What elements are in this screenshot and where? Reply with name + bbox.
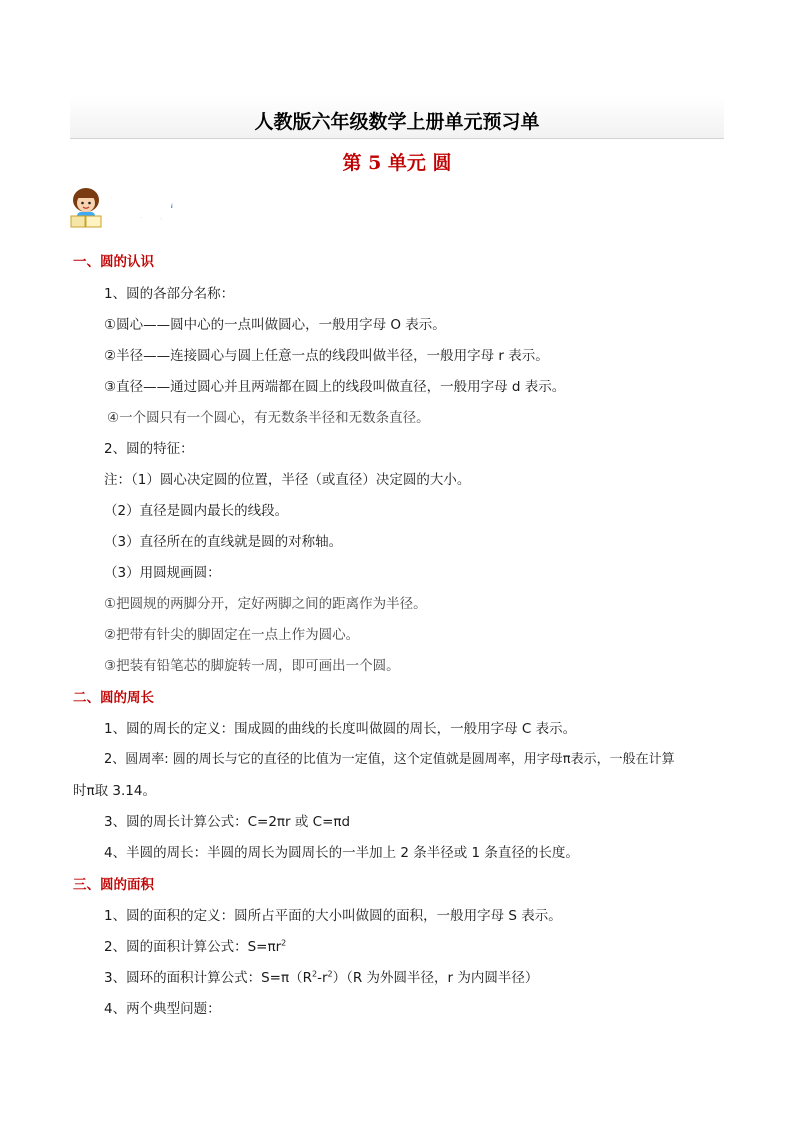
s1-line-7: 注：（1）圆心决定圆的位置，半径（或直径）决定圆的大小。 bbox=[104, 472, 471, 488]
s3-line-2 bbox=[104, 935, 286, 955]
s2-line-2: 2、圆周率: 圆的周长与它的直径的比值为一定值，这个定值就是圆周率，用字母π表示，一般在计算 bbox=[104, 752, 675, 767]
banner-char-3: 梳 bbox=[166, 193, 197, 226]
s1-line-3: ②半径——连接圆心与圆上任意一点的线段叫做半径，一般用字母 r 表示。 bbox=[104, 348, 549, 364]
s3-line-3-text-b: -r bbox=[317, 970, 328, 986]
s2-line-5: 4、半圆的周长：半圆的周长为圆周长的一半加上 2 条半径或 1 条直径的长度。 bbox=[104, 845, 579, 861]
section-heading-1: 一、圆的认识 bbox=[73, 254, 154, 270]
student-reading-icon bbox=[66, 186, 106, 230]
s1-line-8: （2）直径是圆内最长的线段。 bbox=[104, 503, 289, 519]
s3-line-4: 4、两个典型问题： bbox=[104, 1001, 221, 1017]
banner-char-2: 识 bbox=[136, 193, 167, 226]
s1-line-9: （3）直径所在的直线就是圆的对称轴。 bbox=[104, 534, 343, 550]
s1-line-1: 1、圆的各部分名称： bbox=[104, 286, 235, 302]
section-heading-3: 三、圆的面积 bbox=[73, 877, 154, 893]
knowledge-banner bbox=[66, 186, 246, 230]
s1-line-13: ③把装有铅笔芯的脚旋转一周，即可画出一个圆。 bbox=[104, 658, 400, 674]
s2-line-1: 1、圆的周长的定义：围成圆的曲线的长度叫做圆的周长，一般用字母 C 表示。 bbox=[104, 721, 577, 737]
s3-line-3-text-c: ）（R 为外圆半径，r 为内圆半径） bbox=[332, 970, 539, 986]
s1-line-5: ④一个圆只有一个圆心，有无数条半径和无数条直径。 bbox=[107, 410, 430, 426]
section-heading-2: 二、圆的周长 bbox=[73, 690, 154, 706]
s3-line-2-text: 2、圆的面积计算公式：S=πr bbox=[104, 939, 282, 955]
s1-line-6: 2、圆的特征： bbox=[104, 441, 194, 457]
s3-line-3 bbox=[104, 966, 538, 986]
s2-line-3: 时π取 3.14。 bbox=[73, 783, 156, 799]
s1-line-12: ②把带有针尖的脚固定在一点上作为圆心。 bbox=[104, 627, 360, 643]
s3-line-3-exponent-1: 2 bbox=[311, 969, 318, 979]
s1-line-2: ①圆心——圆中心的一点叫做圆心，一般用字母 O 表示。 bbox=[104, 317, 446, 333]
s3-line-1: 1、圆的面积的定义：圆所占平面的大小叫做圆的面积，一般用字母 S 表示。 bbox=[104, 908, 562, 924]
s1-line-11: ①把圆规的两脚分开，定好两脚之间的距离作为半径。 bbox=[104, 596, 427, 612]
s3-line-2-exponent: 2 bbox=[281, 938, 287, 948]
page-title: 人教版六年级数学上册单元预习单 bbox=[254, 111, 540, 133]
banner-char-1: 知 bbox=[106, 193, 137, 226]
s2-line-4: 3、圆的周长计算公式：C=2πr 或 C=πd bbox=[104, 814, 351, 830]
s1-line-10: （3）用圆规画圆： bbox=[104, 565, 221, 581]
s3-line-3-text-a: 3、圆环的面积计算公式：S=π（R bbox=[104, 970, 312, 986]
banner-title bbox=[106, 188, 226, 228]
s3-line-3-exponent-2: 2 bbox=[327, 969, 333, 979]
s1-line-4: ③直径——通过圆心并且两端都在圆上的线段叫做直径，一般用字母 d 表示。 bbox=[104, 379, 566, 395]
banner-char-4: 理 bbox=[196, 193, 227, 226]
unit-subtitle: 第 5 单元 圆 bbox=[342, 152, 452, 174]
